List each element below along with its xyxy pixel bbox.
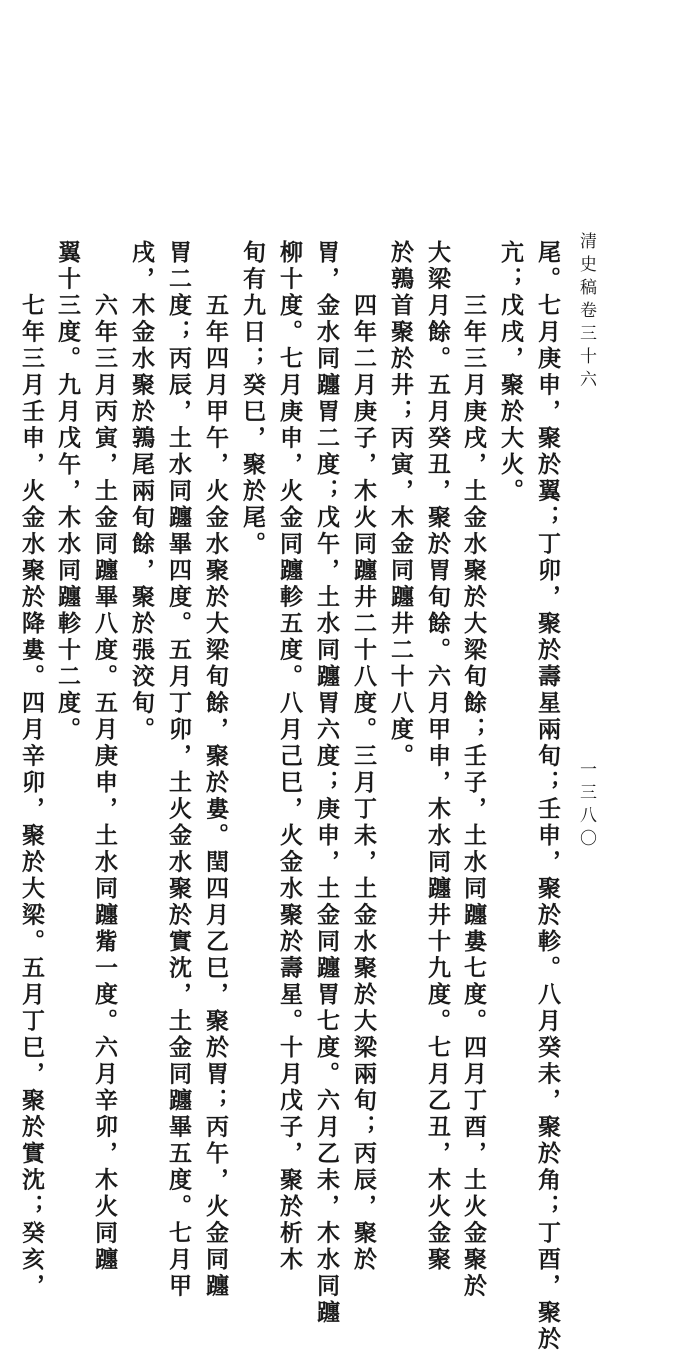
running-head-title: 清史稿卷三十六 <box>576 232 596 393</box>
text-line-2: 亢；戊戌，聚於大火。 <box>497 240 524 505</box>
text-line-12: 戌，木金水聚於鶉尾兩旬餘，聚於張洨旬。 <box>128 240 155 744</box>
text-line-7: 胃，金水同躔胃二度；戊午，土水同躔胃六度；庚申，土金同躔胃七度。六月乙未，木水同躔 <box>313 240 340 1327</box>
text-line-5: 於鶉首聚於井；丙寅，木金同躔井二十八度。 <box>387 240 414 770</box>
text-line-11: 胃二度；丙辰，土水同躔畢四度。五月丁卯，土火金水聚於實沈，土金同躔畢五度。七月甲 <box>165 240 192 1300</box>
text-line-4: 大梁月餘。五月癸丑，聚於胃旬餘。六月甲申，木水同躔井十九度。七月乙丑，木火金聚 <box>424 240 451 1274</box>
text-line-9: 旬有九日；癸巳，聚於尾。 <box>239 240 266 558</box>
text-line-8: 柳十度。七月庚申，火金同躔軫五度。八月己巳，火金水聚於壽星。十月戊子，聚於析木 <box>276 240 303 1274</box>
text-line-10: 五年四月甲午，火金水聚於大梁旬餘，聚於婁。閏四月乙巳，聚於胃；丙午，火金同躔 <box>202 293 229 1300</box>
text-line-15: 七年三月壬申，火金水聚於降婁。四月辛卯，聚於大梁。五月丁巳，聚於實沈；癸亥， <box>18 293 45 1300</box>
text-line-13: 六年三月丙寅，土金同躔畢八度。五月庚申，土水同躔觜一度。六月辛卯，木火同躔 <box>91 293 118 1274</box>
text-line-3: 三年三月庚戌，土金水聚於大梁旬餘；壬子，土水同躔婁七度。四月丁酉，土火金聚於 <box>460 293 487 1300</box>
text-line-6: 四年二月庚子，木火同躔井二十八度。三月丁未，土金水聚於大梁兩旬；丙辰，聚於 <box>350 293 377 1274</box>
text-line-1: 尾。七月庚申，聚於翼；丁卯，聚於壽星兩旬；壬申，聚於軫。八月癸未，聚於角；丁酉，聚於 <box>534 240 561 1353</box>
text-line-14: 翼十三度。九月戊午，木水同躔軫十二度。 <box>54 240 81 744</box>
page-number: 一三八〇 <box>576 760 596 852</box>
